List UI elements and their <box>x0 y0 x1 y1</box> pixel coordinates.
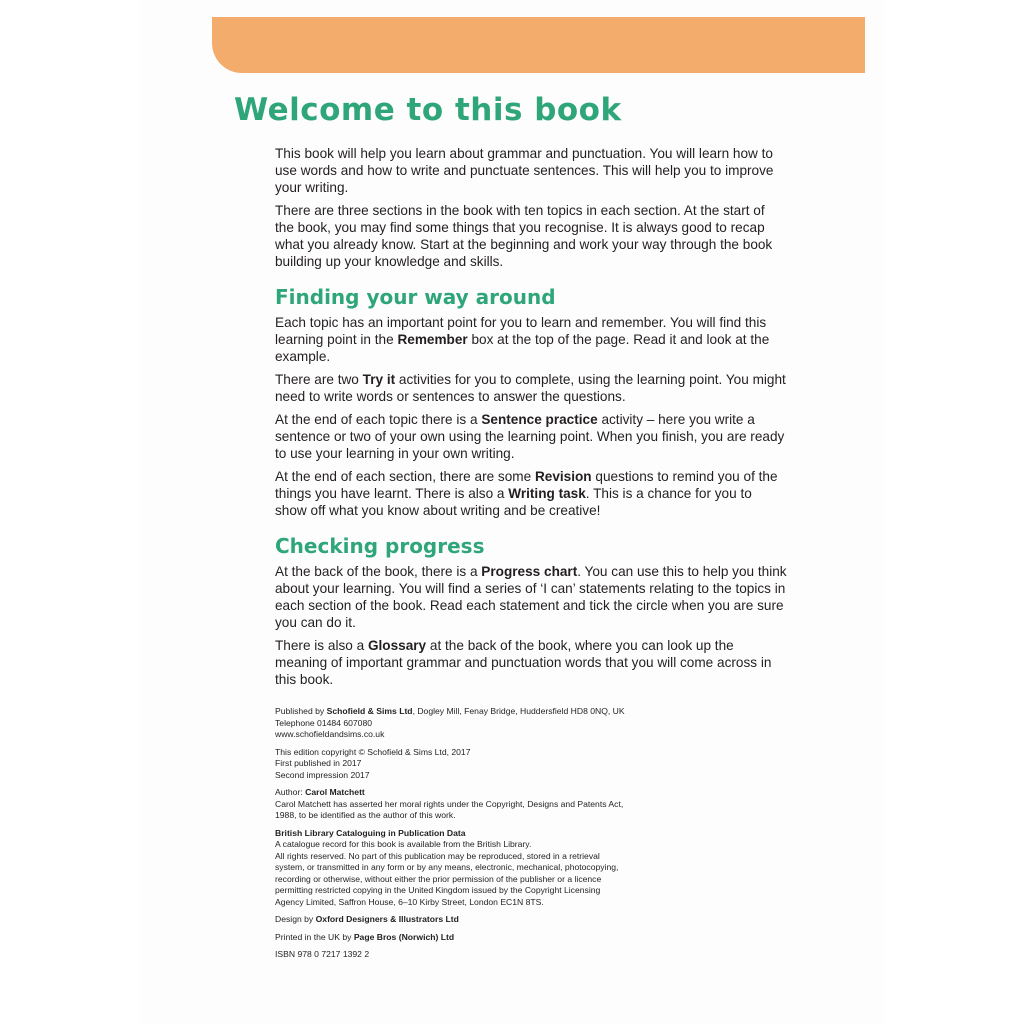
cip-heading: British Library Cataloguing in Publication Data <box>275 827 466 838</box>
imprint-block <box>275 706 675 967</box>
printer-name: Page Bros (Norwich) Ltd <box>353 931 455 942</box>
edition-info: This edition copyright © Schofield & Sims Ltd, 2017 First published in 2017 Second impression 2017 <box>275 746 471 780</box>
section-heading-finding: Finding your way around <box>275 285 556 309</box>
telephone: Telephone 01484 607080 <box>275 717 373 728</box>
keyword: Progress chart <box>481 564 578 579</box>
design-info: Design by Oxford Designers & Illustrators Ltd <box>275 914 459 924</box>
printer-info: Printed in the UK by Page Bros (Norwich) Ltd <box>275 931 455 942</box>
author-info: Author: Carol Matchett Carol Matchett has asserted her moral rights under the Copyright, Designs and Patents Act, 1988, to be identified as the author of this work. <box>275 787 624 820</box>
keyword: Remember <box>397 332 468 347</box>
intro-paragraph: There are three sections in the book with ten topics in each section. At the start of the book, you may find some things that you recognise. It is always good to recap what you already know. Start at the beginning and work your way through the book building up your knowledge and skills. <box>275 203 773 269</box>
finding-paragraph: At the end of each section, there are some Revision questions to remind you of the things you have learnt. There is also a Writing task. This is a chance for you to show off what you know about writing and be creative! <box>275 469 778 518</box>
body-content <box>275 145 787 694</box>
finding-paragraph: There are two Try it activities for you to complete, using the learning point. You might need to write words or sentences to answer the questions. <box>275 372 786 404</box>
website-link[interactable]: www.schofieldandsims.co.uk <box>275 729 385 739</box>
publisher-info: Published by Schofield & Sims Ltd, Dogley Mill, Fenay Bridge, Huddersfield HD8 0NQ, UK Telephone 01484 607080 www.schofieldandsims.co.uk <box>275 706 675 741</box>
publisher-name: Schofield & Sims Ltd <box>326 706 413 716</box>
author-name: Carol Matchett <box>305 787 365 797</box>
cataloguing-info: British Library Cataloguing in Publication Data A catalogue record for this book is available from the British Library. All rights reserved. No part of this publication may be reproduced, stored in a retrieval system, or transmitted in any form or by any means, electronic, mechanical, photocopying, recording or otherwise, without either the prior permission of the publisher or a licence permitting restricted copying in the United Kingdom issued by the Copyright Licensing Agency Limited, Saffron House, 6–10 Kirby Street, London EC1N 8TS. <box>275 827 619 907</box>
keyword: Try it <box>362 372 396 387</box>
keyword: Glossary <box>367 638 427 653</box>
designer-name: Oxford Designers & Illustrators Ltd <box>315 914 459 924</box>
keyword: Revision <box>534 469 592 484</box>
finding-paragraph: Each topic has an important point for you to learn and remember. You will find this learning point in the Remember box at the top of the page. Read it and look at the example. <box>275 315 770 364</box>
checking-paragraph: At the back of the book, there is a Progress chart. You can use this to help you think about your learning. You will find a series of ‘I can’ statements relating to the topics in each section of the book. Read each statement and tick the circle when you are sure you can do it. <box>275 564 787 630</box>
page-title: Welcome to this book <box>234 92 622 128</box>
isbn: ISBN 978 0 7217 1392 2 <box>275 949 370 959</box>
finding-paragraph: At the end of each topic there is a Sentence practice activity – here you write a sentence or two of your own using the learning point. When you finish, you are ready to use your learning in your own writing. <box>275 412 785 461</box>
keyword: Sentence practice <box>481 412 598 427</box>
intro-paragraph: This book will help you learn about grammar and punctuation. You will learn how to use words and how to write and punctuate sentences. This will help you to improve your writing. <box>275 146 774 195</box>
checking-paragraph: There is also a Glossary at the back of the book, where you can look up the meaning of important grammar and punctuation words that you will come across in this book. <box>275 638 772 687</box>
section-heading-checking: Checking progress <box>275 534 485 558</box>
keyword: Writing task <box>508 486 586 501</box>
header-banner <box>212 17 865 73</box>
